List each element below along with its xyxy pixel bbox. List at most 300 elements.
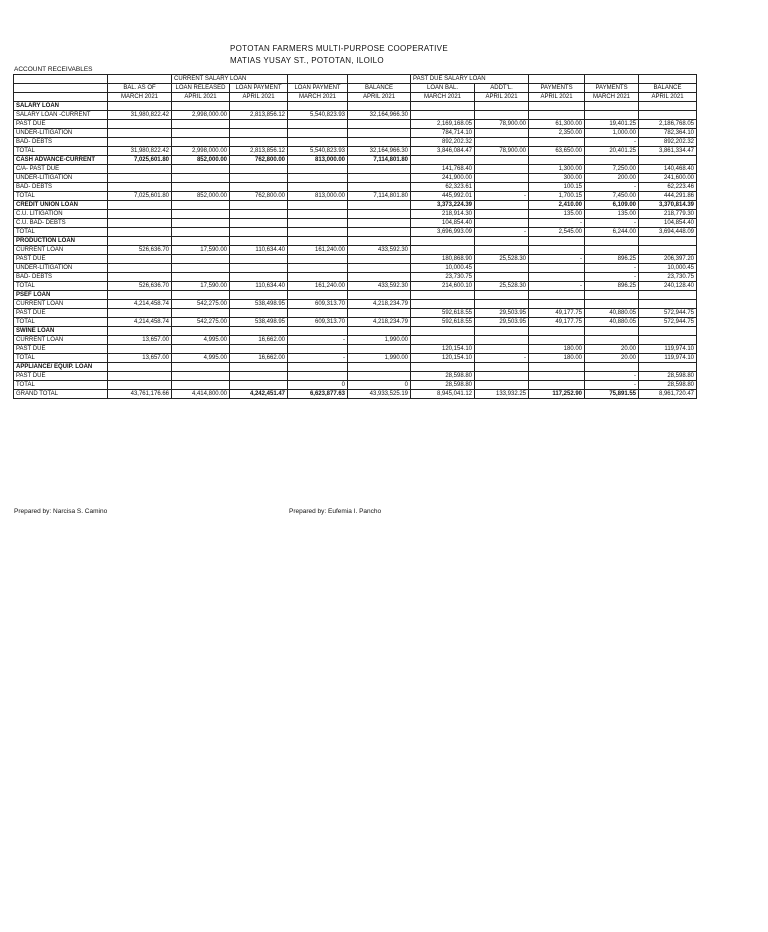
table-cell [288,372,348,381]
table-cell [230,273,288,282]
table-cell [230,174,288,183]
table-cell [108,372,172,381]
table-cell: 4,218,234.79 [348,300,411,309]
table-cell [108,219,172,228]
table-row [14,228,697,237]
table-cell: 8,961,720.47 [639,390,697,399]
table-cell [172,129,230,138]
table-cell [230,237,288,246]
table-cell [348,129,411,138]
table-cell [230,219,288,228]
table-row [14,336,697,345]
table-cell [230,129,288,138]
table-row [14,111,697,120]
table-cell: 40,880.05 [585,318,639,327]
table-cell: - [475,192,529,201]
table-cell: 4,214,458.74 [108,300,172,309]
table-cell: 4,995.00 [172,354,230,363]
row-label: SWINE LOAN [14,327,108,336]
group-header-row [14,75,697,84]
table-row [14,372,697,381]
column-header: APRIL 2021 [230,93,288,102]
table-cell [108,120,172,129]
column-header: APRIL 2021 [172,93,230,102]
table-cell: 444,291.86 [639,192,697,201]
table-cell [108,138,172,147]
table-cell [475,129,529,138]
column-header: LOAN RELEASED [172,84,230,93]
table-cell [108,309,172,318]
table-cell: 43,761,176.66 [108,390,172,399]
table-cell [230,372,288,381]
table-cell [172,138,230,147]
table-cell [230,210,288,219]
table-cell [585,300,639,309]
table-cell: - [585,372,639,381]
table-cell [230,165,288,174]
column-header: PAYMENTS [529,84,585,93]
table-cell: 19,401.25 [585,120,639,129]
table-cell: 4,242,451.47 [230,390,288,399]
table-cell: 78,900.00 [475,147,529,156]
row-label: CREDIT UNION LOAN [14,201,108,210]
row-label: PAST DUE [14,345,108,354]
table-row [14,264,697,273]
row-label: TOTAL [14,147,108,156]
table-cell [411,237,475,246]
table-cell: 135.00 [529,210,585,219]
table-cell [288,273,348,282]
table-cell: 4,218,234.79 [348,318,411,327]
section-row [14,327,697,336]
table-cell: 28,598.80 [411,381,475,390]
table-cell: 762,800.00 [230,156,288,165]
table-cell [475,264,529,273]
table-cell: 28,598.80 [639,381,697,390]
table-cell [348,219,411,228]
table-cell [475,291,529,300]
table-cell: 2,410.00 [529,201,585,210]
table-cell: 206,397.20 [639,255,697,264]
table-row [14,255,697,264]
table-cell [529,363,585,372]
table-cell: 218,779.30 [639,210,697,219]
table-cell [585,111,639,120]
table-cell: 2,813,856.12 [230,147,288,156]
table-row [14,120,697,129]
table-cell [108,165,172,174]
table-cell [288,120,348,129]
table-cell [475,111,529,120]
table-cell: 241,600.00 [639,174,697,183]
table-cell [108,273,172,282]
table-cell: 852,000.00 [172,192,230,201]
column-header: BAL. AS OF [108,84,172,93]
table-cell: 119,974.10 [639,345,697,354]
row-label: UNDER-LITIGATION [14,174,108,183]
table-cell: 7,114,801.80 [348,156,411,165]
header-cell [108,75,172,84]
table-cell: 2,350.00 [529,129,585,138]
table-cell: 3,696,993.09 [411,228,475,237]
table-cell [108,264,172,273]
table-cell [475,372,529,381]
table-cell: 75,891.55 [585,390,639,399]
table-cell [639,336,697,345]
table-cell: 538,498.95 [230,300,288,309]
table-row [14,273,697,282]
table-cell [288,138,348,147]
table-cell: 104,854.40 [639,219,697,228]
table-cell [639,156,697,165]
table-cell [411,102,475,111]
table-cell [230,120,288,129]
table-cell: 241,900.00 [411,174,475,183]
table-cell [172,372,230,381]
table-cell [288,255,348,264]
header-cell [639,75,697,84]
table-cell: 104,854.40 [411,219,475,228]
table-cell [108,102,172,111]
table-cell: 3,370,814.39 [639,201,697,210]
table-cell [475,300,529,309]
table-cell [529,336,585,345]
table-cell [230,201,288,210]
table-cell [288,327,348,336]
table-cell: - [288,354,348,363]
table-row [14,183,697,192]
column-header: APRIL 2021 [639,93,697,102]
table-cell: 23,730.75 [411,273,475,282]
table-row [14,192,697,201]
table-cell [529,138,585,147]
table-cell [348,138,411,147]
table-cell [108,183,172,192]
table-cell [475,345,529,354]
table-cell: 29,503.95 [475,309,529,318]
table-cell: 6,244.00 [585,228,639,237]
table-cell: 135.00 [585,210,639,219]
table-cell: 25,528.30 [475,255,529,264]
table-cell: 161,240.00 [288,246,348,255]
table-cell: 141,768.40 [411,165,475,174]
table-cell [172,381,230,390]
table-cell: 40,880.05 [585,309,639,318]
row-label: CURRENT LOAN [14,300,108,309]
table-cell: - [288,336,348,345]
table-cell [475,273,529,282]
table-cell: 1,000.00 [585,129,639,138]
table-cell [529,273,585,282]
table-cell: 218,914.30 [411,210,475,219]
column-header: PAYMENTS [585,84,639,93]
table-cell [108,381,172,390]
header-cell [14,75,108,84]
column-header: APRIL 2021 [475,93,529,102]
table-row [14,165,697,174]
row-label: APPLIANCE/ EQUIP. LOAN [14,363,108,372]
table-cell: 2,998,000.00 [172,111,230,120]
table-row [14,318,697,327]
table-cell [411,327,475,336]
table-cell [348,210,411,219]
row-label: UNDER-LITIGATION [14,264,108,273]
table-cell: 572,944.75 [639,309,697,318]
row-label: PAST DUE [14,255,108,264]
prepared-by-1: Prepared by: Narcisa S. Camino [14,508,108,515]
table-cell: 592,618.55 [411,318,475,327]
table-cell [172,264,230,273]
table-cell [230,255,288,264]
table-cell: 762,800.00 [230,192,288,201]
row-label: PRODUCTION LOAN [14,237,108,246]
table-cell: - [529,255,585,264]
table-cell: 120,154.10 [411,345,475,354]
table-cell [475,381,529,390]
table-cell [348,120,411,129]
table-cell: - [475,228,529,237]
table-cell [230,363,288,372]
table-cell [411,156,475,165]
table-cell: 3,694,448.09 [639,228,697,237]
table-cell [639,111,697,120]
table-cell [172,291,230,300]
table-cell: 7,025,601.80 [108,192,172,201]
section-row [14,291,697,300]
column-header: APRIL 2021 [348,93,411,102]
table-row [14,300,697,309]
table-cell: - [585,264,639,273]
table-cell: 896.25 [585,282,639,291]
table-cell: - [585,381,639,390]
table-cell [108,363,172,372]
table-cell [288,201,348,210]
table-cell: 61,300.00 [529,120,585,129]
table-row [14,354,697,363]
table-cell: 896.25 [585,255,639,264]
table-cell: 62,323.61 [411,183,475,192]
header-cell [529,75,585,84]
table-cell: 62,223.46 [639,183,697,192]
table-cell [288,264,348,273]
table-row [14,345,697,354]
table-cell [288,165,348,174]
column-header: ADDT'L. [475,84,529,93]
table-cell [230,327,288,336]
table-cell: 813,000.00 [288,156,348,165]
table-cell [172,219,230,228]
table-cell [475,246,529,255]
row-label: TOTAL [14,381,108,390]
table-cell [348,255,411,264]
table-cell: - [585,219,639,228]
column-header: BALANCE [639,84,697,93]
column-header-row [14,84,697,93]
row-label: CURRENT LOAN [14,336,108,345]
table-cell [230,138,288,147]
table-cell [230,264,288,273]
table-cell [348,327,411,336]
table-cell: 180.00 [529,354,585,363]
table-cell [585,156,639,165]
table-cell [108,228,172,237]
table-cell: 20.00 [585,345,639,354]
table-cell [348,363,411,372]
table-cell [348,264,411,273]
table-cell: 13,657.00 [108,354,172,363]
column-header: MARCH 2021 [108,93,172,102]
table-cell [411,246,475,255]
table-cell [348,291,411,300]
table-cell: 16,662.00 [230,336,288,345]
section-row [14,102,697,111]
table-cell: 240,128.40 [639,282,697,291]
column-header: LOAN PAYMENT [230,84,288,93]
table-cell [529,246,585,255]
table-cell [172,228,230,237]
table-cell [639,300,697,309]
table-cell: 526,636.70 [108,246,172,255]
table-cell: 16,662.00 [230,354,288,363]
table-cell [348,174,411,183]
row-label: TOTAL [14,282,108,291]
row-label: C.U. LITIGATION [14,210,108,219]
table-cell [348,237,411,246]
table-cell [108,255,172,264]
table-cell: 63,650.00 [529,147,585,156]
table-cell [348,165,411,174]
table-cell: - [585,273,639,282]
table-cell [172,102,230,111]
table-cell: 5,540,823.93 [288,147,348,156]
table-row [14,138,697,147]
table-cell [639,291,697,300]
table-cell: 0 [288,381,348,390]
row-label: BAD- DEBTS [14,273,108,282]
table-cell: 7,025,601.80 [108,156,172,165]
row-label: TOTAL [14,318,108,327]
table-cell: 20.00 [585,354,639,363]
column-header: MARCH 2021 [585,93,639,102]
table-cell: 542,275.00 [172,300,230,309]
table-cell: 25,528.30 [475,282,529,291]
table-cell: 3,373,224.39 [411,201,475,210]
table-cell [288,291,348,300]
section-row [14,363,697,372]
table-cell: 6,623,877.63 [288,390,348,399]
table-cell [475,183,529,192]
cooperative-address: MATIAS YUSAY ST., POTOTAN, ILOILO [230,56,384,65]
table-row [14,381,697,390]
table-cell: 592,618.55 [411,309,475,318]
table-cell: 17,590.00 [172,246,230,255]
row-label: TOTAL [14,354,108,363]
row-label: CASH ADVANCE-CURRENT [14,156,108,165]
table-cell [529,264,585,273]
table-cell [411,111,475,120]
table-cell [529,156,585,165]
table-cell [172,363,230,372]
table-cell [585,363,639,372]
table-cell: 542,275.00 [172,318,230,327]
row-label: GRAND TOTAL [14,390,108,399]
table-cell: 609,313.70 [288,300,348,309]
table-cell: 7,250.00 [585,165,639,174]
table-cell [108,174,172,183]
table-cell: 526,636.70 [108,282,172,291]
table-cell [172,174,230,183]
table-cell [108,210,172,219]
table-cell [348,228,411,237]
table-cell: 78,900.00 [475,120,529,129]
header-cell [288,75,348,84]
table-cell [288,210,348,219]
row-label: TOTAL [14,228,108,237]
table-cell: 5,540,823.93 [288,111,348,120]
table-cell [348,345,411,354]
table-cell [475,174,529,183]
row-label: PAST DUE [14,120,108,129]
table-cell [230,183,288,192]
table-cell [475,156,529,165]
table-cell: 10,000.45 [411,264,475,273]
column-header: LOAN PAYMENT [288,84,348,93]
table-cell: 140,468.40 [639,165,697,174]
table-cell [529,372,585,381]
table-cell [108,291,172,300]
table-cell [230,381,288,390]
row-label: CURRENT LOAN [14,246,108,255]
table-cell [108,201,172,210]
table-cell: 813,000.00 [288,192,348,201]
table-cell [475,138,529,147]
table-cell [475,102,529,111]
table-cell: 100.15 [529,183,585,192]
table-cell [411,363,475,372]
table-cell [411,300,475,309]
table-cell [230,102,288,111]
table-cell: 1,990.00 [348,336,411,345]
table-cell: 1,700.15 [529,192,585,201]
table-cell [108,129,172,138]
table-cell [172,183,230,192]
table-cell: 49,177.75 [529,318,585,327]
current-salary-header: CURRENT SALARY LOAN [172,75,288,84]
table-cell: 4,214,458.74 [108,318,172,327]
table-cell: - [475,354,529,363]
table-cell: 2,169,168.05 [411,120,475,129]
table-cell [172,201,230,210]
table-cell: 3,861,334.47 [639,147,697,156]
column-header [14,84,108,93]
table-row [14,282,697,291]
table-cell [108,237,172,246]
table-row [14,210,697,219]
table-cell: 6,109.00 [585,201,639,210]
column-header: LOAN BAL. [411,84,475,93]
table-cell: 433,592.30 [348,246,411,255]
table-cell [348,273,411,282]
table-cell [172,309,230,318]
table-cell [639,363,697,372]
table-cell: 1,300.00 [529,165,585,174]
table-cell: 2,998,000.00 [172,147,230,156]
column-header: MARCH 2021 [411,93,475,102]
table-cell: 117,252.90 [529,390,585,399]
table-cell [348,201,411,210]
table-cell: 2,813,856.12 [230,111,288,120]
row-label: SALARY LOAN [14,102,108,111]
